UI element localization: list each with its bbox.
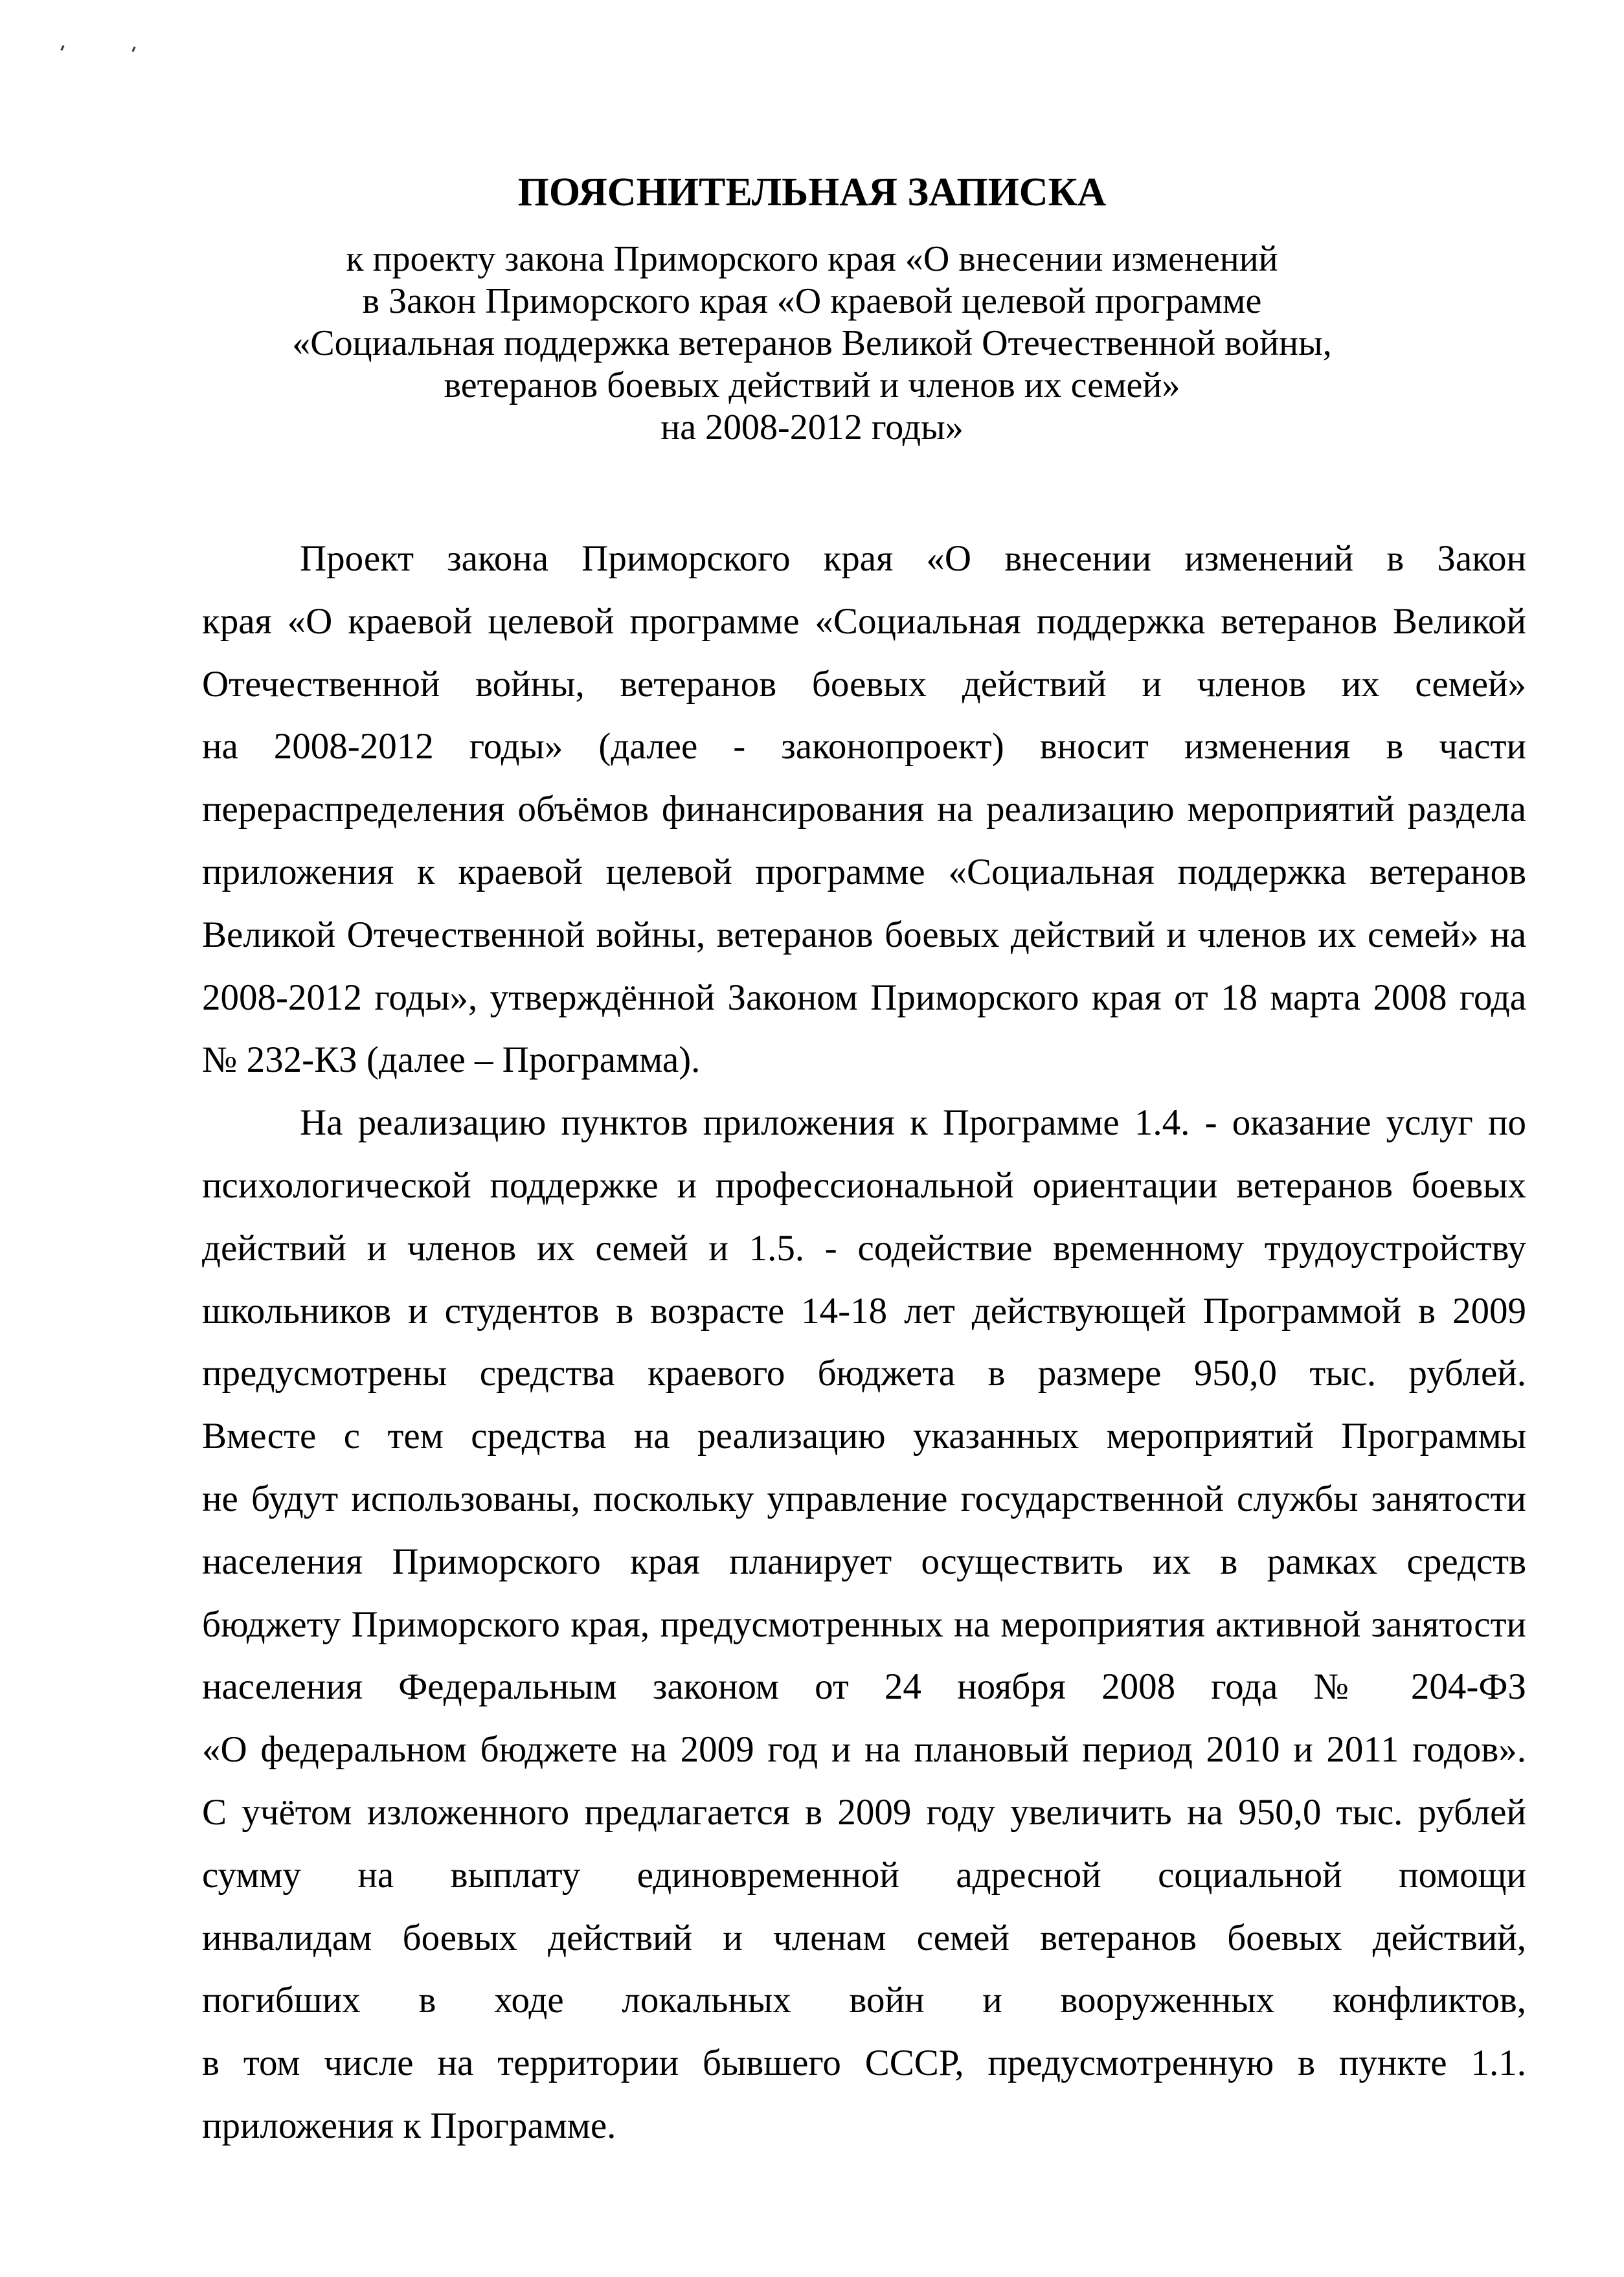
paragraph <box>202 528 1526 1092</box>
document-subtitle <box>0 238 1624 449</box>
paragraph-line: края «О краевой целевой программе «Социальная поддержка ветеранов Великой <box>202 600 1526 642</box>
paragraph-line: перераспределения объёмов финансирования на реализацию мероприятий раздела <box>202 789 1526 830</box>
subtitle-line: ветеранов боевых действий и членов их семей» <box>444 365 1180 405</box>
document-title: ПОЯСНИТЕЛЬНАЯ ЗАПИСКА <box>517 170 1107 214</box>
subtitle-line: на 2008-2012 годы» <box>660 407 964 447</box>
paragraph <box>202 1092 1526 2158</box>
paragraph-line: населения Федеральным законом от 24 ноября 2008 года № 204-ФЗ <box>202 1666 1526 1708</box>
paragraph-line: приложения к Программе. <box>202 2105 616 2146</box>
paragraph-line: инвалидам боевых действий и членам семей ветеранов боевых действий, <box>202 1917 1526 1958</box>
paragraph-line: Вместе с тем средства на реализацию указанных мероприятий Программы <box>202 1416 1526 1457</box>
scan-mark <box>131 47 135 52</box>
subtitle-line: в Закон Приморского края «О краевой целевой программе <box>362 281 1262 321</box>
paragraph-line: школьников и студентов в возрасте 14-18 лет действующей Программой в 2009 <box>202 1290 1526 1331</box>
paragraph-line: «О федеральном бюджете на 2009 год и на плановый период 2010 и 2011 годов». <box>202 1729 1526 1771</box>
paragraph-line: С учётом изложенного предлагается в 2009 году увеличить на 950,0 тыс. рублей <box>202 1791 1526 1833</box>
paragraph-line: психологической поддержке и профессиональной ориентации ветеранов боевых <box>202 1164 1526 1206</box>
paragraph-line: 2008-2012 годы», утверждённой Законом Приморского края от 18 марта 2008 года <box>202 977 1526 1018</box>
paragraph-line: в том числе на территории бывшего СССР, предусмотренную в пункте 1.1. <box>202 2043 1526 2084</box>
paragraph-line: Великой Отечественной войны, ветеранов боевых действий и членов их семей» на <box>202 914 1526 955</box>
paragraph-line: сумму на выплату единовременной адресной социальной помощи <box>202 1854 1526 1896</box>
subtitle-line: к проекту закона Приморского края «О внесении изменений <box>346 239 1278 279</box>
paragraph-line: Проект закона Приморского края «О внесении изменений в Закон <box>300 538 1526 579</box>
subtitle-line: «Социальная поддержка ветеранов Великой Отечественной войны, <box>292 323 1332 363</box>
paragraph-line: населения Приморского края планирует осуществить их в рамках средств <box>202 1541 1526 1582</box>
paragraph-line: № 232-КЗ (далее – Программа). <box>202 1039 701 1081</box>
paragraph-line: На реализацию пунктов приложения к Программе 1.4. - оказание услуг по <box>300 1102 1526 1144</box>
paragraph-line: погибших в ходе локальных войн и вооруженных конфликтов, <box>202 1980 1526 2021</box>
paragraph-line: бюджету Приморского края, предусмотренных на мероприятия активной занятости <box>202 1603 1526 1645</box>
scan-mark <box>60 45 64 51</box>
paragraph-line: приложения к краевой целевой программе «Социальная поддержка ветеранов <box>202 851 1526 892</box>
paragraph-line: на 2008-2012 годы» (далее - законопроект) вносит изменения в части <box>202 726 1526 767</box>
document-body <box>202 528 1526 2158</box>
paragraph-line: не будут использованы, поскольку управление государственной службы занятости <box>202 1478 1526 1519</box>
paragraph-line: предусмотрены средства краевого бюджета в размере 950,0 тыс. рублей. <box>202 1353 1526 1394</box>
paragraph-line: Отечественной войны, ветеранов боевых действий и членов их семей» <box>202 663 1526 705</box>
paragraph-line: действий и членов их семей и 1.5. - содействие временному трудоустройству <box>202 1227 1526 1269</box>
